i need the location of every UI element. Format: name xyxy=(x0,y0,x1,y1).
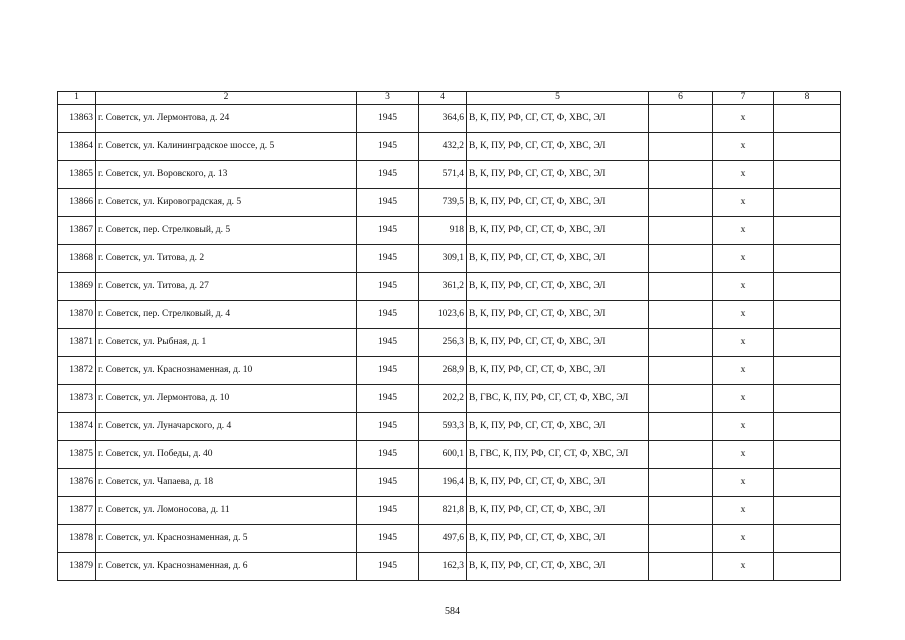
table-row xyxy=(58,385,841,413)
row-number-cell: 13875 xyxy=(58,441,96,469)
systems-cell: В, К, ПУ, РФ, СГ, СТ, Ф, ХВС, ЭЛ xyxy=(467,553,649,581)
table-row xyxy=(58,217,841,245)
row-number-cell: 13866 xyxy=(58,189,96,217)
row-number-cell: 13870 xyxy=(58,301,96,329)
address-cell: г. Советск, ул. Воровского, д. 13 xyxy=(96,161,357,189)
column-8-cell xyxy=(774,553,841,581)
address-cell: г. Советск, ул. Кировоградская, д. 5 xyxy=(96,189,357,217)
year-cell: 1945 xyxy=(357,469,419,497)
table-row xyxy=(58,133,841,161)
row-number-cell: 13873 xyxy=(58,385,96,413)
area-cell: 364,6 xyxy=(419,105,467,133)
table-body xyxy=(58,92,841,581)
address-cell: г. Советск, ул. Краснознаменная, д. 6 xyxy=(96,553,357,581)
column-8-cell xyxy=(774,385,841,413)
table-row xyxy=(58,469,841,497)
column-6-cell xyxy=(649,217,713,245)
area-cell: 361,2 xyxy=(419,273,467,301)
year-cell: 1945 xyxy=(357,133,419,161)
header-cell: 1 xyxy=(58,92,96,105)
systems-cell: В, К, ПУ, РФ, СГ, СТ, Ф, ХВС, ЭЛ xyxy=(467,189,649,217)
column-6-cell xyxy=(649,525,713,553)
year-cell: 1945 xyxy=(357,189,419,217)
area-cell: 821,8 xyxy=(419,497,467,525)
column-7-cell: x xyxy=(713,385,774,413)
column-8-cell xyxy=(774,301,841,329)
table-row xyxy=(58,497,841,525)
column-6-cell xyxy=(649,301,713,329)
table-row xyxy=(58,553,841,581)
address-cell: г. Советск, ул. Титова, д. 2 xyxy=(96,245,357,273)
column-7-cell: x xyxy=(713,105,774,133)
row-number-cell: 13874 xyxy=(58,413,96,441)
column-8-cell xyxy=(774,161,841,189)
header-cell: 5 xyxy=(467,92,649,105)
address-cell: г. Советск, ул. Рыбная, д. 1 xyxy=(96,329,357,357)
year-cell: 1945 xyxy=(357,413,419,441)
area-cell: 268,9 xyxy=(419,357,467,385)
year-cell: 1945 xyxy=(357,301,419,329)
column-6-cell xyxy=(649,441,713,469)
area-cell: 600,1 xyxy=(419,441,467,469)
address-cell: г. Советск, ул. Титова, д. 27 xyxy=(96,273,357,301)
address-cell: г. Советск, ул. Краснознаменная, д. 5 xyxy=(96,525,357,553)
table-row xyxy=(58,357,841,385)
table-row xyxy=(58,413,841,441)
column-6-cell xyxy=(649,161,713,189)
column-6-cell xyxy=(649,553,713,581)
systems-cell: В, К, ПУ, РФ, СГ, СТ, Ф, ХВС, ЭЛ xyxy=(467,357,649,385)
column-6-cell xyxy=(649,273,713,301)
column-7-cell: x xyxy=(713,497,774,525)
year-cell: 1945 xyxy=(357,105,419,133)
table-row xyxy=(58,189,841,217)
table-header-row xyxy=(58,92,841,105)
area-cell: 593,3 xyxy=(419,413,467,441)
address-cell: г. Советск, ул. Победы, д. 40 xyxy=(96,441,357,469)
area-cell: 739,5 xyxy=(419,189,467,217)
systems-cell: В, К, ПУ, РФ, СГ, СТ, Ф, ХВС, ЭЛ xyxy=(467,161,649,189)
column-8-cell xyxy=(774,273,841,301)
table-row xyxy=(58,245,841,273)
table-row xyxy=(58,301,841,329)
column-8-cell xyxy=(774,413,841,441)
column-6-cell xyxy=(649,189,713,217)
table-row xyxy=(58,441,841,469)
year-cell: 1945 xyxy=(357,273,419,301)
address-cell: г. Советск, ул. Лермонтова, д. 10 xyxy=(96,385,357,413)
column-7-cell: x xyxy=(713,441,774,469)
table-row xyxy=(58,525,841,553)
column-7-cell: x xyxy=(713,189,774,217)
address-cell: г. Советск, пер. Стрелковый, д. 4 xyxy=(96,301,357,329)
column-8-cell xyxy=(774,105,841,133)
systems-cell: В, К, ПУ, РФ, СГ, СТ, Ф, ХВС, ЭЛ xyxy=(467,329,649,357)
column-8-cell xyxy=(774,189,841,217)
area-cell: 256,3 xyxy=(419,329,467,357)
header-cell: 4 xyxy=(419,92,467,105)
header-cell: 8 xyxy=(774,92,841,105)
column-6-cell xyxy=(649,105,713,133)
year-cell: 1945 xyxy=(357,497,419,525)
address-cell: г. Советск, ул. Чапаева, д. 18 xyxy=(96,469,357,497)
row-number-cell: 13863 xyxy=(58,105,96,133)
year-cell: 1945 xyxy=(357,385,419,413)
column-8-cell xyxy=(774,469,841,497)
column-6-cell xyxy=(649,497,713,525)
header-cell: 2 xyxy=(96,92,357,105)
column-7-cell: x xyxy=(713,273,774,301)
address-cell: г. Советск, ул. Луначарского, д. 4 xyxy=(96,413,357,441)
column-6-cell xyxy=(649,329,713,357)
area-cell: 918 xyxy=(419,217,467,245)
column-8-cell xyxy=(774,441,841,469)
year-cell: 1945 xyxy=(357,357,419,385)
column-8-cell xyxy=(774,245,841,273)
table-row xyxy=(58,273,841,301)
housing-register-table xyxy=(57,91,841,581)
row-number-cell: 13876 xyxy=(58,469,96,497)
table-row xyxy=(58,161,841,189)
systems-cell: В, К, ПУ, РФ, СГ, СТ, Ф, ХВС, ЭЛ xyxy=(467,301,649,329)
column-7-cell: x xyxy=(713,469,774,497)
systems-cell: В, К, ПУ, РФ, СГ, СТ, Ф, ХВС, ЭЛ xyxy=(467,245,649,273)
area-cell: 196,4 xyxy=(419,469,467,497)
column-6-cell xyxy=(649,385,713,413)
area-cell: 202,2 xyxy=(419,385,467,413)
systems-cell: В, К, ПУ, РФ, СГ, СТ, Ф, ХВС, ЭЛ xyxy=(467,469,649,497)
column-6-cell xyxy=(649,413,713,441)
column-7-cell: x xyxy=(713,133,774,161)
column-7-cell: x xyxy=(713,525,774,553)
column-7-cell: x xyxy=(713,161,774,189)
area-cell: 497,6 xyxy=(419,525,467,553)
address-cell: г. Советск, ул. Ломоносова, д. 11 xyxy=(96,497,357,525)
column-6-cell xyxy=(649,133,713,161)
systems-cell: В, К, ПУ, РФ, СГ, СТ, Ф, ХВС, ЭЛ xyxy=(467,105,649,133)
systems-cell: В, ГВС, К, ПУ, РФ, СГ, СТ, Ф, ХВС, ЭЛ xyxy=(467,441,649,469)
systems-cell: В, К, ПУ, РФ, СГ, СТ, Ф, ХВС, ЭЛ xyxy=(467,413,649,441)
systems-cell: В, К, ПУ, РФ, СГ, СТ, Ф, ХВС, ЭЛ xyxy=(467,525,649,553)
systems-cell: В, К, ПУ, РФ, СГ, СТ, Ф, ХВС, ЭЛ xyxy=(467,217,649,245)
row-number-cell: 13878 xyxy=(58,525,96,553)
column-7-cell: x xyxy=(713,245,774,273)
year-cell: 1945 xyxy=(357,245,419,273)
column-6-cell xyxy=(649,245,713,273)
table-row xyxy=(58,329,841,357)
year-cell: 1945 xyxy=(357,441,419,469)
address-cell: г. Советск, ул. Лермонтова, д. 24 xyxy=(96,105,357,133)
systems-cell: В, ГВС, К, ПУ, РФ, СГ, СТ, Ф, ХВС, ЭЛ xyxy=(467,385,649,413)
page-number: 584 xyxy=(445,606,460,617)
column-8-cell xyxy=(774,133,841,161)
area-cell: 432,2 xyxy=(419,133,467,161)
row-number-cell: 13879 xyxy=(58,553,96,581)
row-number-cell: 13872 xyxy=(58,357,96,385)
row-number-cell: 13877 xyxy=(58,497,96,525)
address-cell: г. Советск, ул. Краснознаменная, д. 10 xyxy=(96,357,357,385)
column-7-cell: x xyxy=(713,413,774,441)
row-number-cell: 13871 xyxy=(58,329,96,357)
header-cell: 3 xyxy=(357,92,419,105)
year-cell: 1945 xyxy=(357,217,419,245)
column-6-cell xyxy=(649,357,713,385)
table-row xyxy=(58,105,841,133)
year-cell: 1945 xyxy=(357,553,419,581)
column-8-cell xyxy=(774,357,841,385)
column-6-cell xyxy=(649,469,713,497)
column-7-cell: x xyxy=(713,217,774,245)
row-number-cell: 13869 xyxy=(58,273,96,301)
column-7-cell: x xyxy=(713,553,774,581)
column-7-cell: x xyxy=(713,329,774,357)
area-cell: 309,1 xyxy=(419,245,467,273)
column-8-cell xyxy=(774,329,841,357)
year-cell: 1945 xyxy=(357,161,419,189)
year-cell: 1945 xyxy=(357,525,419,553)
systems-cell: В, К, ПУ, РФ, СГ, СТ, Ф, ХВС, ЭЛ xyxy=(467,497,649,525)
row-number-cell: 13868 xyxy=(58,245,96,273)
area-cell: 162,3 xyxy=(419,553,467,581)
column-8-cell xyxy=(774,497,841,525)
header-cell: 7 xyxy=(713,92,774,105)
column-7-cell: x xyxy=(713,301,774,329)
year-cell: 1945 xyxy=(357,329,419,357)
address-cell: г. Советск, ул. Калининградское шоссе, д. 5 xyxy=(96,133,357,161)
column-8-cell xyxy=(774,525,841,553)
systems-cell: В, К, ПУ, РФ, СГ, СТ, Ф, ХВС, ЭЛ xyxy=(467,133,649,161)
header-cell: 6 xyxy=(649,92,713,105)
column-7-cell: x xyxy=(713,357,774,385)
row-number-cell: 13864 xyxy=(58,133,96,161)
address-cell: г. Советск, пер. Стрелковый, д. 5 xyxy=(96,217,357,245)
row-number-cell: 13867 xyxy=(58,217,96,245)
area-cell: 1023,6 xyxy=(419,301,467,329)
column-8-cell xyxy=(774,217,841,245)
area-cell: 571,4 xyxy=(419,161,467,189)
row-number-cell: 13865 xyxy=(58,161,96,189)
systems-cell: В, К, ПУ, РФ, СГ, СТ, Ф, ХВС, ЭЛ xyxy=(467,273,649,301)
